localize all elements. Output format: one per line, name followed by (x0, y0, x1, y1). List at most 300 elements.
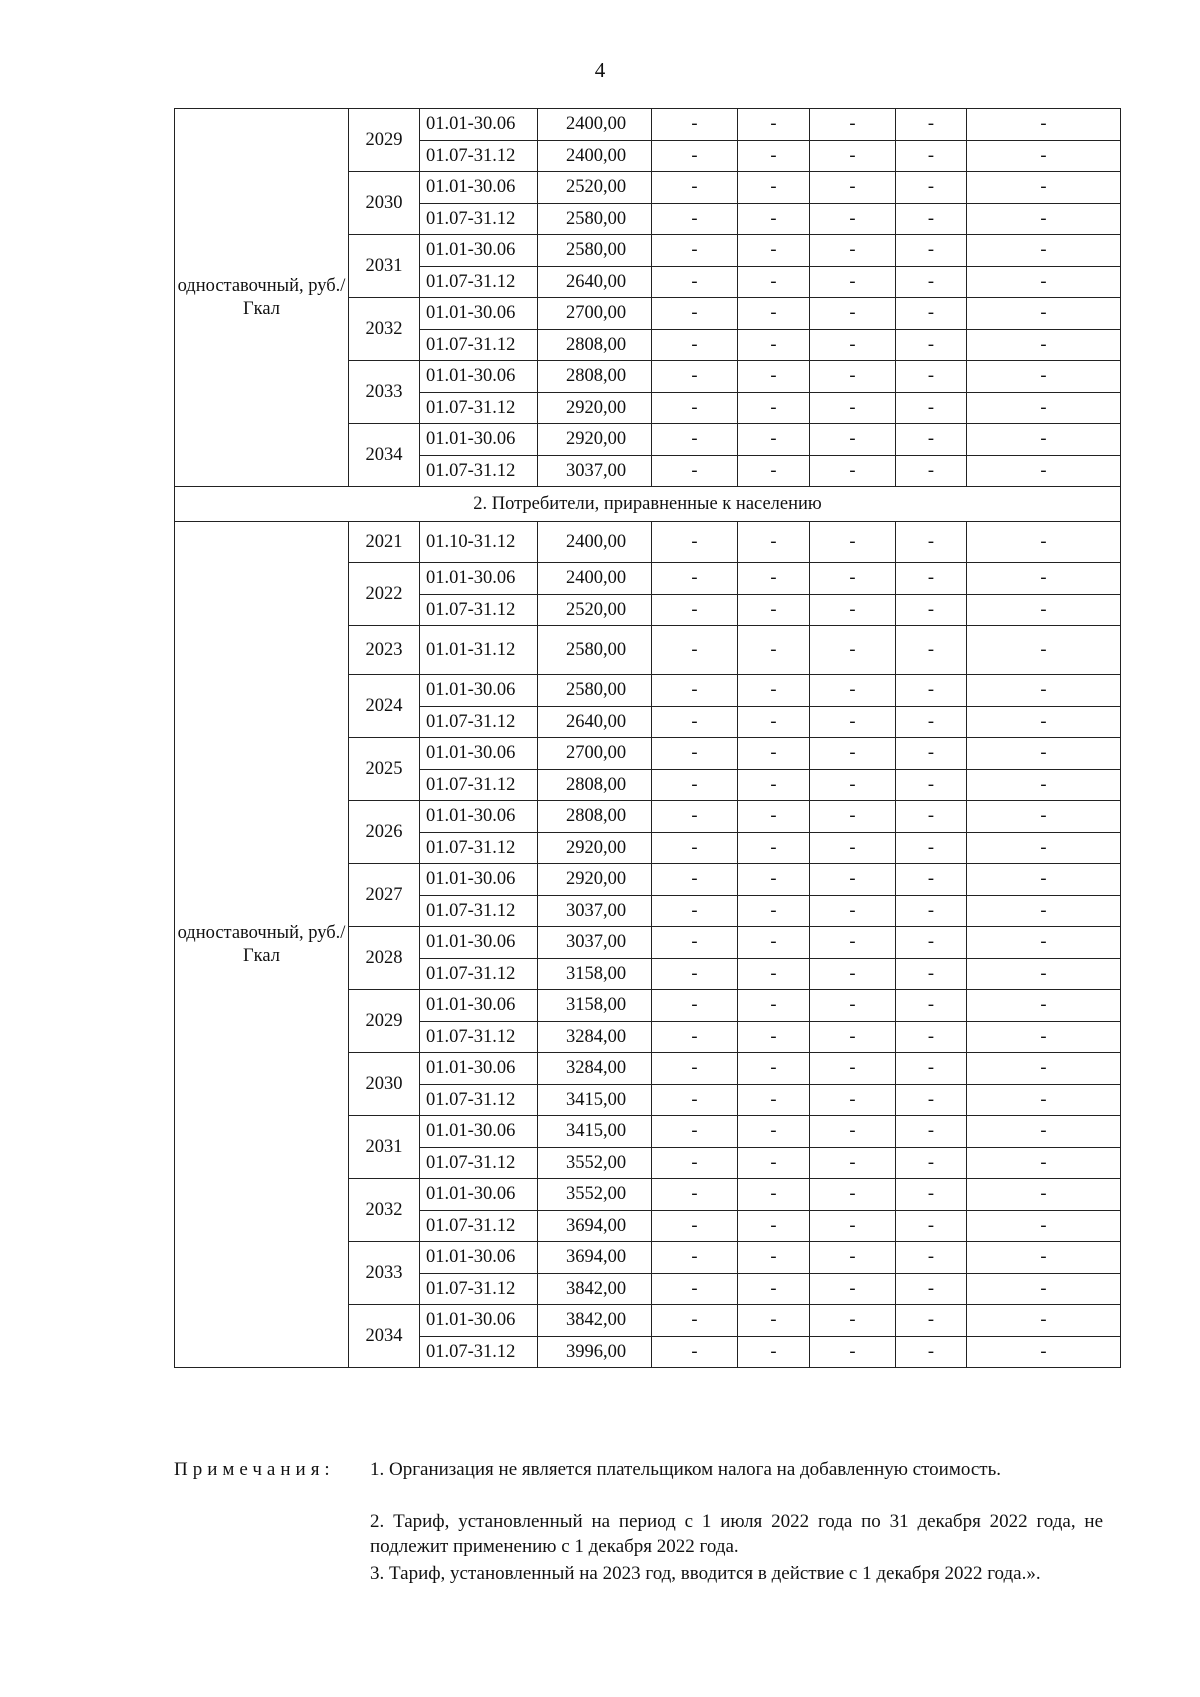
period-cell: 01.01-30.06 (420, 738, 538, 770)
year-cell: 2029 (349, 109, 420, 172)
tariff-value-cell: 2920,00 (538, 832, 652, 864)
empty-dash-cell: - (896, 140, 967, 172)
empty-dash-cell: - (738, 563, 810, 595)
empty-dash-cell: - (896, 109, 967, 141)
period-cell: 01.01-31.12 (420, 626, 538, 675)
empty-dash-cell: - (896, 361, 967, 393)
year-cell: 2033 (349, 361, 420, 424)
period-cell: 01.01-30.06 (420, 235, 538, 267)
empty-dash-cell: - (896, 1084, 967, 1116)
empty-dash-cell: - (896, 895, 967, 927)
empty-dash-cell: - (896, 1210, 967, 1242)
empty-dash-cell: - (896, 706, 967, 738)
tariff-value-cell: 2400,00 (538, 109, 652, 141)
year-cell: 2027 (349, 864, 420, 927)
empty-dash-cell: - (967, 1305, 1121, 1337)
year-cell: 2030 (349, 1053, 420, 1116)
period-cell: 01.01-30.06 (420, 1053, 538, 1085)
empty-dash-cell: - (652, 361, 738, 393)
tariff-table (174, 108, 1121, 1368)
empty-dash-cell: - (967, 1210, 1121, 1242)
empty-dash-cell: - (967, 958, 1121, 990)
empty-dash-cell: - (810, 626, 896, 675)
note-text: Организация не является плательщиком налога на добавленную стоимость. (389, 1459, 1001, 1480)
empty-dash-cell: - (967, 329, 1121, 361)
year-cell: 2022 (349, 563, 420, 626)
empty-dash-cell: - (652, 172, 738, 204)
empty-dash-cell: - (738, 895, 810, 927)
empty-dash-cell: - (810, 203, 896, 235)
period-cell: 01.07-31.12 (420, 895, 538, 927)
empty-dash-cell: - (738, 1210, 810, 1242)
period-cell: 01.07-31.12 (420, 392, 538, 424)
empty-dash-cell: - (738, 1147, 810, 1179)
empty-dash-cell: - (967, 424, 1121, 456)
empty-dash-cell: - (738, 392, 810, 424)
empty-dash-cell: - (967, 864, 1121, 896)
empty-dash-cell: - (896, 235, 967, 267)
empty-dash-cell: - (810, 1179, 896, 1211)
note-number: 2. (370, 1511, 385, 1532)
empty-dash-cell: - (896, 864, 967, 896)
empty-dash-cell: - (967, 361, 1121, 393)
empty-dash-cell: - (738, 1179, 810, 1211)
period-cell: 01.07-31.12 (420, 958, 538, 990)
empty-dash-cell: - (896, 203, 967, 235)
empty-dash-cell: - (810, 1273, 896, 1305)
tariff-value-cell: 3415,00 (538, 1084, 652, 1116)
tariff-value-cell: 2580,00 (538, 675, 652, 707)
empty-dash-cell: - (738, 235, 810, 267)
empty-dash-cell: - (810, 594, 896, 626)
empty-dash-cell: - (896, 455, 967, 487)
empty-dash-cell: - (738, 769, 810, 801)
year-cell: 2033 (349, 1242, 420, 1305)
year-cell: 2026 (349, 801, 420, 864)
tariff-value-cell: 3037,00 (538, 927, 652, 959)
empty-dash-cell: - (738, 522, 810, 563)
period-cell: 01.01-30.06 (420, 563, 538, 595)
period-cell: 01.01-30.06 (420, 1305, 538, 1337)
empty-dash-cell: - (896, 424, 967, 456)
empty-dash-cell: - (896, 1053, 967, 1085)
tariff-value-cell: 2808,00 (538, 361, 652, 393)
period-cell: 01.01-30.06 (420, 927, 538, 959)
empty-dash-cell: - (810, 1053, 896, 1085)
empty-dash-cell: - (810, 392, 896, 424)
empty-dash-cell: - (967, 1147, 1121, 1179)
tariff-table-body (175, 109, 1121, 1368)
empty-dash-cell: - (652, 1053, 738, 1085)
empty-dash-cell: - (896, 563, 967, 595)
year-cell: 2029 (349, 990, 420, 1053)
empty-dash-cell: - (738, 675, 810, 707)
empty-dash-cell: - (967, 801, 1121, 833)
empty-dash-cell: - (738, 927, 810, 959)
empty-dash-cell: - (896, 1116, 967, 1148)
year-cell: 2021 (349, 522, 420, 563)
empty-dash-cell: - (896, 298, 967, 330)
empty-dash-cell: - (652, 594, 738, 626)
tariff-value-cell: 3037,00 (538, 895, 652, 927)
empty-dash-cell: - (967, 706, 1121, 738)
year-cell: 2031 (349, 1116, 420, 1179)
empty-dash-cell: - (652, 1021, 738, 1053)
year-cell: 2032 (349, 1179, 420, 1242)
empty-dash-cell: - (810, 738, 896, 770)
period-cell: 01.07-31.12 (420, 832, 538, 864)
empty-dash-cell: - (896, 1336, 967, 1368)
empty-dash-cell: - (967, 109, 1121, 141)
empty-dash-cell: - (967, 266, 1121, 298)
tariff-value-cell: 2700,00 (538, 298, 652, 330)
tariff-value-cell: 2580,00 (538, 235, 652, 267)
empty-dash-cell: - (738, 361, 810, 393)
empty-dash-cell: - (896, 801, 967, 833)
period-cell: 01.07-31.12 (420, 1147, 538, 1179)
empty-dash-cell: - (967, 832, 1121, 864)
period-cell: 01.01-30.06 (420, 1116, 538, 1148)
period-cell: 01.07-31.12 (420, 140, 538, 172)
period-cell: 01.01-30.06 (420, 1179, 538, 1211)
note-item (370, 1510, 1103, 1559)
year-cell: 2028 (349, 927, 420, 990)
empty-dash-cell: - (738, 172, 810, 204)
empty-dash-cell: - (738, 298, 810, 330)
empty-dash-cell: - (896, 594, 967, 626)
period-cell: 01.01-30.06 (420, 1242, 538, 1274)
empty-dash-cell: - (652, 1084, 738, 1116)
empty-dash-cell: - (738, 706, 810, 738)
empty-dash-cell: - (652, 1116, 738, 1148)
year-cell: 2023 (349, 626, 420, 675)
empty-dash-cell: - (810, 1305, 896, 1337)
empty-dash-cell: - (738, 1116, 810, 1148)
empty-dash-cell: - (896, 769, 967, 801)
empty-dash-cell: - (810, 172, 896, 204)
empty-dash-cell: - (652, 235, 738, 267)
period-cell: 01.07-31.12 (420, 1336, 538, 1368)
empty-dash-cell: - (810, 329, 896, 361)
empty-dash-cell: - (967, 1273, 1121, 1305)
empty-dash-cell: - (810, 895, 896, 927)
empty-dash-cell: - (738, 1242, 810, 1274)
empty-dash-cell: - (896, 1147, 967, 1179)
empty-dash-cell: - (810, 927, 896, 959)
tariff-value-cell: 3415,00 (538, 1116, 652, 1148)
period-cell: 01.07-31.12 (420, 1021, 538, 1053)
empty-dash-cell: - (810, 1242, 896, 1274)
period-cell: 01.07-31.12 (420, 329, 538, 361)
tariff-value-cell: 2640,00 (538, 706, 652, 738)
empty-dash-cell: - (896, 1242, 967, 1274)
empty-dash-cell: - (652, 1336, 738, 1368)
empty-dash-cell: - (967, 769, 1121, 801)
empty-dash-cell: - (738, 329, 810, 361)
year-cell: 2025 (349, 738, 420, 801)
tariff-value-cell: 3158,00 (538, 990, 652, 1022)
empty-dash-cell: - (652, 140, 738, 172)
year-cell: 2030 (349, 172, 420, 235)
empty-dash-cell: - (738, 455, 810, 487)
page-number: 4 (594, 58, 606, 82)
period-cell: 01.01-30.06 (420, 864, 538, 896)
table-row (175, 522, 1121, 563)
tariff-type-cell: одноставочный, руб./Гкал (175, 522, 349, 1368)
period-cell: 01.01-30.06 (420, 675, 538, 707)
empty-dash-cell: - (810, 864, 896, 896)
year-cell: 2024 (349, 675, 420, 738)
empty-dash-cell: - (967, 594, 1121, 626)
tariff-value-cell: 2920,00 (538, 392, 652, 424)
note-number: 1. (370, 1459, 385, 1480)
empty-dash-cell: - (967, 990, 1121, 1022)
period-cell: 01.01-30.06 (420, 990, 538, 1022)
tariff-type-cell: одноставочный, руб./Гкал (175, 109, 349, 487)
empty-dash-cell: - (738, 109, 810, 141)
empty-dash-cell: - (896, 1273, 967, 1305)
empty-dash-cell: - (967, 172, 1121, 204)
empty-dash-cell: - (810, 958, 896, 990)
empty-dash-cell: - (810, 801, 896, 833)
empty-dash-cell: - (810, 1116, 896, 1148)
empty-dash-cell: - (738, 626, 810, 675)
tariff-value-cell: 3694,00 (538, 1210, 652, 1242)
tariff-value-cell: 3284,00 (538, 1053, 652, 1085)
empty-dash-cell: - (652, 203, 738, 235)
empty-dash-cell: - (652, 392, 738, 424)
empty-dash-cell: - (810, 455, 896, 487)
empty-dash-cell: - (896, 958, 967, 990)
tariff-value-cell: 2400,00 (538, 140, 652, 172)
empty-dash-cell: - (967, 140, 1121, 172)
tariff-value-cell: 3552,00 (538, 1179, 652, 1211)
empty-dash-cell: - (652, 626, 738, 675)
empty-dash-cell: - (652, 109, 738, 141)
empty-dash-cell: - (896, 738, 967, 770)
empty-dash-cell: - (896, 1021, 967, 1053)
period-cell: 01.07-31.12 (420, 266, 538, 298)
empty-dash-cell: - (652, 1210, 738, 1242)
empty-dash-cell: - (738, 990, 810, 1022)
period-cell: 01.01-30.06 (420, 361, 538, 393)
year-cell: 2031 (349, 235, 420, 298)
tariff-value-cell: 2520,00 (538, 594, 652, 626)
tariff-value-cell: 2580,00 (538, 626, 652, 675)
empty-dash-cell: - (967, 298, 1121, 330)
empty-dash-cell: - (810, 522, 896, 563)
empty-dash-cell: - (652, 958, 738, 990)
period-cell: 01.07-31.12 (420, 203, 538, 235)
period-cell: 01.07-31.12 (420, 455, 538, 487)
empty-dash-cell: - (652, 563, 738, 595)
empty-dash-cell: - (967, 1053, 1121, 1085)
empty-dash-cell: - (810, 1084, 896, 1116)
empty-dash-cell: - (738, 1273, 810, 1305)
empty-dash-cell: - (738, 594, 810, 626)
empty-dash-cell: - (738, 1053, 810, 1085)
empty-dash-cell: - (896, 172, 967, 204)
empty-dash-cell: - (810, 1021, 896, 1053)
empty-dash-cell: - (967, 895, 1121, 927)
empty-dash-cell: - (738, 1084, 810, 1116)
empty-dash-cell: - (896, 522, 967, 563)
empty-dash-cell: - (967, 1116, 1121, 1148)
empty-dash-cell: - (738, 1021, 810, 1053)
empty-dash-cell: - (967, 203, 1121, 235)
empty-dash-cell: - (738, 266, 810, 298)
tariff-value-cell: 3996,00 (538, 1336, 652, 1368)
empty-dash-cell: - (967, 927, 1121, 959)
year-cell: 2032 (349, 298, 420, 361)
empty-dash-cell: - (896, 1305, 967, 1337)
tariff-value-cell: 2400,00 (538, 522, 652, 563)
empty-dash-cell: - (652, 298, 738, 330)
empty-dash-cell: - (810, 140, 896, 172)
empty-dash-cell: - (810, 675, 896, 707)
empty-dash-cell: - (810, 424, 896, 456)
period-cell: 01.07-31.12 (420, 1210, 538, 1242)
empty-dash-cell: - (967, 563, 1121, 595)
period-cell: 01.01-30.06 (420, 172, 538, 204)
tariff-value-cell: 2700,00 (538, 738, 652, 770)
tariff-value-cell: 3842,00 (538, 1273, 652, 1305)
empty-dash-cell: - (738, 1305, 810, 1337)
empty-dash-cell: - (738, 738, 810, 770)
empty-dash-cell: - (967, 675, 1121, 707)
tariff-value-cell: 2640,00 (538, 266, 652, 298)
section-title: 2. Потребители, приравненные к населению (175, 487, 1121, 522)
empty-dash-cell: - (810, 298, 896, 330)
tariff-value-cell: 3552,00 (538, 1147, 652, 1179)
empty-dash-cell: - (810, 563, 896, 595)
empty-dash-cell: - (652, 329, 738, 361)
tariff-value-cell: 2580,00 (538, 203, 652, 235)
tariff-value-cell: 2808,00 (538, 801, 652, 833)
empty-dash-cell: - (652, 1242, 738, 1274)
period-cell: 01.07-31.12 (420, 706, 538, 738)
empty-dash-cell: - (652, 769, 738, 801)
empty-dash-cell: - (652, 895, 738, 927)
empty-dash-cell: - (738, 801, 810, 833)
empty-dash-cell: - (652, 801, 738, 833)
empty-dash-cell: - (738, 1336, 810, 1368)
empty-dash-cell: - (738, 832, 810, 864)
empty-dash-cell: - (967, 626, 1121, 675)
period-cell: 01.07-31.12 (420, 1084, 538, 1116)
year-cell: 2034 (349, 424, 420, 487)
empty-dash-cell: - (652, 1273, 738, 1305)
period-cell: 01.07-31.12 (420, 1273, 538, 1305)
empty-dash-cell: - (810, 266, 896, 298)
note-text: Тариф, установленный на период с 1 июля 2022 года по 31 декабря 2022 года, не подлежит применению с 1 декабря 2022 года. (370, 1511, 1104, 1557)
empty-dash-cell: - (652, 927, 738, 959)
note-text: Тариф, установленный на 2023 год, вводится в действие с 1 декабря 2022 года.». (389, 1563, 1041, 1584)
tariff-value-cell: 3037,00 (538, 455, 652, 487)
empty-dash-cell: - (896, 1179, 967, 1211)
tariff-value-cell: 2520,00 (538, 172, 652, 204)
empty-dash-cell: - (652, 1305, 738, 1337)
tariff-value-cell: 3842,00 (538, 1305, 652, 1337)
empty-dash-cell: - (652, 832, 738, 864)
empty-dash-cell: - (652, 266, 738, 298)
empty-dash-cell: - (967, 235, 1121, 267)
tariff-value-cell: 2808,00 (538, 329, 652, 361)
empty-dash-cell: - (652, 738, 738, 770)
empty-dash-cell: - (967, 1179, 1121, 1211)
tariff-value-cell: 2808,00 (538, 769, 652, 801)
empty-dash-cell: - (896, 675, 967, 707)
empty-dash-cell: - (652, 675, 738, 707)
period-cell: 01.07-31.12 (420, 594, 538, 626)
empty-dash-cell: - (738, 203, 810, 235)
empty-dash-cell: - (896, 626, 967, 675)
empty-dash-cell: - (652, 455, 738, 487)
empty-dash-cell: - (967, 392, 1121, 424)
empty-dash-cell: - (967, 1021, 1121, 1053)
period-cell: 01.01-30.06 (420, 801, 538, 833)
empty-dash-cell: - (967, 1084, 1121, 1116)
empty-dash-cell: - (652, 1147, 738, 1179)
empty-dash-cell: - (896, 990, 967, 1022)
empty-dash-cell: - (810, 235, 896, 267)
period-cell: 01.01-30.06 (420, 298, 538, 330)
note-item (370, 1562, 1103, 1587)
empty-dash-cell: - (810, 1336, 896, 1368)
empty-dash-cell: - (810, 1147, 896, 1179)
table-row (175, 109, 1121, 141)
tariff-value-cell: 3694,00 (538, 1242, 652, 1274)
empty-dash-cell: - (967, 455, 1121, 487)
period-cell: 01.01-30.06 (420, 109, 538, 141)
empty-dash-cell: - (967, 522, 1121, 563)
section-header-row (175, 487, 1121, 522)
tariff-value-cell: 2920,00 (538, 424, 652, 456)
empty-dash-cell: - (738, 958, 810, 990)
empty-dash-cell: - (652, 990, 738, 1022)
empty-dash-cell: - (896, 927, 967, 959)
tariff-value-cell: 3158,00 (538, 958, 652, 990)
notes-label: Примечания: (174, 1459, 335, 1480)
empty-dash-cell: - (810, 361, 896, 393)
empty-dash-cell: - (967, 1242, 1121, 1274)
empty-dash-cell: - (810, 706, 896, 738)
empty-dash-cell: - (810, 769, 896, 801)
empty-dash-cell: - (652, 1179, 738, 1211)
period-cell: 01.01-30.06 (420, 424, 538, 456)
empty-dash-cell: - (967, 1336, 1121, 1368)
empty-dash-cell: - (738, 424, 810, 456)
empty-dash-cell: - (652, 864, 738, 896)
note-item (370, 1458, 1103, 1483)
empty-dash-cell: - (652, 706, 738, 738)
tariff-value-cell: 3284,00 (538, 1021, 652, 1053)
empty-dash-cell: - (738, 864, 810, 896)
empty-dash-cell: - (652, 522, 738, 563)
year-cell: 2034 (349, 1305, 420, 1368)
empty-dash-cell: - (810, 109, 896, 141)
empty-dash-cell: - (896, 266, 967, 298)
empty-dash-cell: - (738, 140, 810, 172)
empty-dash-cell: - (967, 738, 1121, 770)
empty-dash-cell: - (896, 329, 967, 361)
period-cell: 01.07-31.12 (420, 769, 538, 801)
empty-dash-cell: - (896, 832, 967, 864)
empty-dash-cell: - (896, 392, 967, 424)
period-cell: 01.10-31.12 (420, 522, 538, 563)
tariff-value-cell: 2400,00 (538, 563, 652, 595)
note-number: 3. (370, 1563, 385, 1584)
